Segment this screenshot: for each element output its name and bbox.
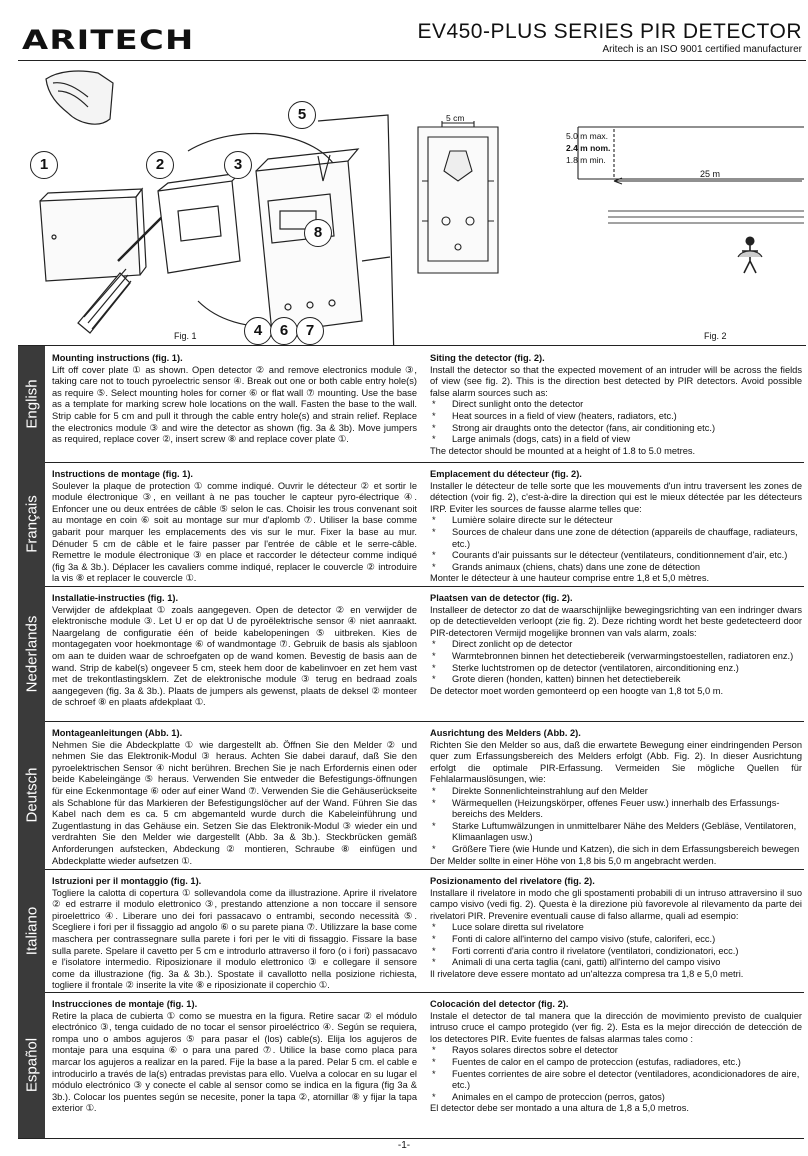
- language-label: Italiano: [23, 906, 40, 955]
- mounting-column: [52, 728, 417, 867]
- siting-intro: Richten Sie den Melder so aus, daß die erwartete Bewegung einer eindringenden Person quer zum Erfassungsbereich des Melders erfolgt (Abb. Fig. 2). In dieser Ausrichtung erfolgt die optimale PIR-Erfassung. Vermeiden Sie mögliche Quellen für Fehlalarmauslösungen, wie:: [430, 739, 802, 785]
- mounting-column: [52, 353, 417, 446]
- false-alarm-source: * Wärmequellen (Heizungskörper, offenes Feuer usw.) innerhalb des Erfassungs-bereichs des Melders.: [430, 798, 802, 821]
- mounting-text: Retire la placa de cubierta ① como se muestra en la figura. Retire sacar ② el módulo electrónico ③, tenga cuidado de no tocar el sensor piroeléctrico ④. Según se requiera, rompa uno o ambos agujeros ⑤ para pasar el (los) cable(s). Elija los agujeros de montaje para una esquina ⑥ o para una pared ⑦. Utilice la base como placa para marcar los agujeros a realizar en la pared. Fije la base a la pared. Pelar 5 cm. el cable e introducirlo a través de la(s) entradas previstas para ello. Vuelva a colocar en su lugar el módulo electrónico ③ y conecte el cable al sensor como se indica en la figura (fig 3a & 3b.). Colocar los puentes según se necesite, poner la tapa ②, atornillar ⑧ y fijar la tapa exterior ①.: [52, 1010, 417, 1114]
- language-label: Español: [23, 1037, 40, 1093]
- siting-column: [430, 353, 802, 457]
- language-label: English: [23, 379, 40, 429]
- figure-2-caption: Fig. 2: [704, 331, 727, 341]
- page-title: EV450-PLUS SERIES PIR DETECTOR: [417, 20, 802, 43]
- siting-intro: Installare il rivelatore in modo che gli spostamenti probabili di un intruso attraversino il suo campo visivo (vedi fig. 2). Questa è la direzione più favorevole al rilevamento da parte dei rivelatori PIR. Prevenire eventuali cause di falso allarme, quali ad esempio:: [430, 887, 802, 921]
- language-label: Français: [23, 495, 40, 553]
- callout-8: 8: [304, 219, 332, 247]
- siting-column: [430, 469, 802, 585]
- false-alarm-source: * Direct zonlicht op de detector: [430, 639, 802, 651]
- siting-height-note: El detector debe ser montado a una altura de 1,8 a 5,0 metros.: [430, 1103, 689, 1114]
- figure-1: [18, 61, 398, 345]
- mounting-text: Lift off cover plate ① as shown. Open detector ② and remove electronics module ③, taking care not to touch pyroelectric sensor ④. Break out one or both cable entry hole(s) as require ⑤. Select mounting holes for corner ⑥ or flat wall ⑦ mounting. Use the base as a template for marking screw hole locations on the wall. Fasten the base to the wall. Strip cable for 5 cm and pull it through the cable entry hole(s) and strain relief. Replace the electronics module ③ and wire the detector as shown (fig. 3a & 3b). Move jumpers as required, replace cover ②, insert screw ⑧ and replace cover plate ①.: [52, 364, 417, 445]
- false-alarm-source: * Heat sources in a field of view (heaters, radiators, etc.): [430, 411, 802, 423]
- mounting-text: Verwijder de afdekplaat ① zoals aangegeven. Open de detector ② en verwijder de elektronische module ③. Let U er op dat U de pyroëlektrische sensor ④ niet aanraakt. Naargelang de configuratie één of beide kabelopeningen ⑤ uitbreken. Kies de montagegaten voor hoekmontage ⑥ of wandmontage ⑦. Gebruik de basis als sjabloon om aan te duiden waar de schroefgaten op de wand komen. Bevestig de basis aan de wand. Strip de kabel(s) ongeveer 5 cm, steek hem door de kabelinvoer en zet hem vast met de trekontlastingsklem. Zet de elektronische module ③ terug en bedraad zoals aangegeven (fig. 3a & 3b.). Plaats de jumpers als gewenst, plaats de deksel ② monteer de schroef ⑧ en plaats afdekplaat ①.: [52, 604, 417, 708]
- siting-diagram: [398, 61, 806, 345]
- brand-logo: ARITECH: [22, 25, 195, 56]
- language-section: [18, 462, 804, 587]
- language-label: Deutsch: [23, 767, 40, 823]
- false-alarm-source: * Größere Tiere (wie Hunde und Katzen), die sich in dem Erfassungsbereich bewegen: [430, 844, 802, 856]
- mounting-column: [52, 999, 417, 1115]
- false-alarm-source: * Grote dieren (honden, katten) binnen het detectiebereik: [430, 674, 802, 686]
- mounting-text: Soulever la plaque de protection ① comme indiqué. Ouvrir le détecteur ② et sortir le module électronique ③, en veillant à ne pas toucher le capteur pyro-électrique ④. Enfoncer une ou deux entrées de câble ⑤ selon le cas. Choisir les trous convenant soit au montage en coin ⑥ soit au montage sur mur d'aplomb ⑦. Utiliser la base comme gabarit pour marquer les emplacements des vis sur le mur. Fixer la base au mur. Dénuder 5 cm de câble et le faire passer par l'entrée de câble et le serre-câble. Remettre le module électronique ③ en place et raccorder le détecteur comme indiqué (fig 3a & 3b.). Déplacer les cavaliers comme indiqué, replacer le couvercle ② introduire la vis ⑧ et replacer le couvercle ①.: [52, 480, 417, 584]
- height-max-label: 5.0 m max.: [566, 131, 609, 141]
- mounting-heading: Istruzioni per il montaggio (fig. 1).: [52, 876, 202, 886]
- figure-2: [398, 61, 806, 345]
- language-tab: [18, 721, 45, 869]
- language-tab: [18, 869, 45, 992]
- siting-column: [430, 876, 802, 980]
- mounting-heading: Mounting instructions (fig. 1).: [52, 353, 183, 363]
- false-alarm-source: * Fuentes corrientes de aire sobre el detector (ventiladores, acondicionadores de aire, etc.): [430, 1069, 802, 1092]
- callout-7: 7: [296, 317, 324, 345]
- siting-intro: Installeer de detector zo dat de waarschijnlijke bewegingsrichting van een indringer dwars op de detectievelden verloopt (zie fig. 2). Deze richting wordt het beste gedetecteerd door PIR-detectoren Vermijd mogelijke bronnen van vals alarm, zoals:: [430, 604, 802, 638]
- spacing-label: 5 cm: [446, 113, 465, 123]
- false-alarm-source: * Fuentes de calor en el campo de proteccion (estufas, radiadores, etc.): [430, 1057, 802, 1069]
- language-section: [18, 586, 804, 722]
- language-label: Nederlands: [23, 615, 40, 692]
- mounting-heading: Instructions de montage (fig. 1).: [52, 469, 194, 479]
- mounting-illustration: [18, 61, 398, 345]
- callout-5: 5: [288, 101, 316, 129]
- page-subtitle: Aritech is an ISO 9001 certified manufacturer: [602, 44, 802, 55]
- height-min-label: 1.8 m min.: [566, 155, 606, 165]
- siting-intro: Install the detector so that the expected movement of an intruder will be across the fields of view (see fig. 2). This is the direction best detected by PIR detectors. Avoid possible false alarm sources such as:: [430, 364, 802, 398]
- siting-column: [430, 999, 802, 1115]
- mounting-heading: Installatie-instructies (fig. 1).: [52, 593, 179, 603]
- false-alarm-source: * Animali di una certa taglia (cani, gatti) all'interno del campo visivo: [430, 957, 802, 969]
- false-alarm-source: * Direkte Sonnenlichteinstrahlung auf den Melder: [430, 786, 802, 798]
- language-section: [18, 992, 804, 1139]
- figures-panel: [18, 60, 806, 346]
- siting-height-note: Il rivelatore deve essere montato ad un'altezza compresa tra 1,8 e 5,0 metri.: [430, 968, 744, 979]
- false-alarm-source: * Warmtebronnen binnen het detectiebereik (verwarmingstoestellen, radiatoren enz.): [430, 651, 802, 663]
- mounting-column: [52, 593, 417, 709]
- false-alarm-source: * Large animals (dogs, cats) in a field of view: [430, 434, 802, 446]
- language-section: [18, 869, 804, 993]
- range-label: 25 m: [700, 169, 721, 179]
- false-alarm-source: * Sources de chaleur dans une zone de détection (appareils de chauffage, radiateurs, etc.): [430, 527, 802, 550]
- page-number: -1-: [397, 1140, 411, 1151]
- mounting-column: [52, 876, 417, 992]
- false-alarm-source: * Direct sunlight onto the detector: [430, 399, 802, 411]
- false-alarm-source: * Sterke luchtstromen op de detector (ventilatoren, airconditioning enz.): [430, 663, 802, 675]
- siting-height-note: Der Melder sollte in einer Höhe von 1,8 bis 5,0 m angebracht werden.: [430, 855, 717, 866]
- false-alarm-source: * Lumière solaire directe sur le détecteur: [430, 515, 802, 527]
- siting-column: [430, 728, 802, 867]
- language-section: [18, 346, 804, 463]
- siting-height-note: Monter le détecteur à une hauteur comprise entre 1,8 et 5,0 mètres.: [430, 573, 710, 584]
- callout-6: 6: [270, 317, 298, 345]
- siting-heading: Ausrichtung des Melders (Abb. 2).: [430, 728, 581, 738]
- false-alarm-list: [430, 786, 802, 856]
- false-alarm-source: * Rayos solares directos sobre el detector: [430, 1045, 802, 1057]
- siting-height-note: The detector should be mounted at a height of 1.8 to 5.0 metres.: [430, 445, 696, 456]
- mounting-text: Togliere la calotta di copertura ① sollevandola come da illustrazione. Aprire il rivelatore ② ed estrarre il modulo elettronico ③, prestando attenzione a non toccare il sensore piroelettrico ④. Liberare uno dei fori passacavo o entrambi, secondo necessità ⑤. Scegliere i fori per il fissaggio ad angolo ⑥ o su parete piana ⑦. Utilizzare la base come maschera per contrassegnare sulla parete i fori per le viti di fissaggio. Fissare la base sulla parete. Spelare il cavetto per 5 cm e introdurlo attraverso il foro (o i fori) passacavo e l'isolatore intermedio. Riposizionare il modulo elettronico ③ e collegare il sensore come da illustrazione (fig. 3a & 3b.). Spostate il cavallotto nella posizione richiesta, togliere il frontale ② inserite la vite ⑧ e riposizionate il coperchio ①.: [52, 887, 417, 991]
- false-alarm-source: * Forti correnti d'aria contro il rivelatore (ventilatori, condizionatori, ecc.): [430, 946, 802, 958]
- false-alarm-source: * Starke Luftumwälzungen in unmittelbarer Nähe des Melders (Gebläse, Ventilatoren, Klimaanlagen usw.): [430, 821, 802, 844]
- page-header: [0, 0, 808, 60]
- height-nom-label: 2.4 m nom.: [566, 143, 611, 153]
- false-alarm-list: [430, 515, 802, 573]
- false-alarm-list: [430, 1045, 802, 1103]
- false-alarm-source: * Grands animaux (chiens, chats) dans une zone de détection: [430, 562, 802, 574]
- siting-heading: Posizionamento del rivelatore (fig. 2).: [430, 876, 595, 886]
- false-alarm-source: * Fonti di calore all'interno del campo visivo (stufe, caloriferi, ecc.): [430, 934, 802, 946]
- mounting-heading: Instrucciones de montaje (fig. 1).: [52, 999, 198, 1009]
- siting-heading: Emplacement du détecteur (fig. 2).: [430, 469, 582, 479]
- language-tab: [18, 346, 45, 462]
- false-alarm-source: * Courants d'air puissants sur le détecteur (ventilateurs, conditionnement d'air, etc.): [430, 550, 802, 562]
- siting-heading: Colocación del detector (fig. 2).: [430, 999, 569, 1009]
- language-tab: [18, 992, 45, 1138]
- callout-3: 3: [224, 151, 252, 179]
- language-tab: [18, 462, 45, 586]
- false-alarm-list: [430, 399, 802, 445]
- mounting-column: [52, 469, 417, 585]
- siting-heading: Plaatsen van de detector (fig. 2).: [430, 593, 573, 603]
- mounting-text: Nehmen Sie die Abdeckplatte ① wie dargestellt ab. Öffnen Sie den Melder ② und nehmen Sie das Elektronik-Modul ③ heraus. Achten Sie dabei darauf, daß Sie den pyroelektrischen Sensor ④ nicht berühren. Brechen Sie je nach Erfordernis einen oder beide Kabeleingänge ⑤ heraus. Verwenden Sie entweder die Befestigungs-öffnungen für eine Eckenmontage ⑥ oder auf einer Wand ⑦. Verwenden Sie die Gehäuserückseite als Schablone für das Markieren der Befestigungslöcher auf der Wand. Führen Sie das Kabel nach dem es ca. 5 cm abgemanteld wurde durch die Kabeleinführung und Zugentlastung in das Gehäuse ein. Setzen Sie das Elektronik-Modul ③ wieder ein und verdrahten Sie den Melder wie dargestellt (Abb. 3a & 3b.). Steckbrücken gemäß Anforderungen aufstecken, Abdeckung ② montieren, Schraube ⑧ einfügen und Abdeckplatte wieder aufsetzen ①.: [52, 739, 417, 866]
- language-tab: [18, 586, 45, 721]
- callout-4: 4: [244, 317, 272, 345]
- siting-intro: Installer le détecteur de telle sorte que les mouvements d'un intru traversent les zones de détection (voir fig. 2), c'est-à-dire la direction qui est le mieux détectée par les détecteurs IRP. Eviter les sources de fausse alarme telles que:: [430, 480, 802, 514]
- false-alarm-source: * Strong air draughts onto the detector (fans, air conditioning etc.): [430, 423, 802, 435]
- siting-heading: Siting the detector (fig. 2).: [430, 353, 545, 363]
- false-alarm-source: * Animales en el campo de proteccion (perros, gatos): [430, 1092, 802, 1104]
- siting-column: [430, 593, 802, 697]
- callout-1: 1: [30, 151, 58, 179]
- callout-2: 2: [146, 151, 174, 179]
- language-section: [18, 721, 804, 870]
- figure-1-caption: Fig. 1: [174, 331, 197, 341]
- false-alarm-list: [430, 639, 802, 685]
- siting-intro: Instale el detector de tal manera que la dirección de movimiento previsto de cualquier intruso cruce el campo protegido (ver fig. 2). Esta es la mejor dirección de detección de los detectores PIR. Evite fuentes de falsas alarmas tales como :: [430, 1010, 802, 1044]
- siting-height-note: De detector moet worden gemonteerd op een hoogte van 1,8 tot 5,0 m.: [430, 685, 724, 696]
- false-alarm-source: * Luce solare diretta sul rivelatore: [430, 922, 802, 934]
- false-alarm-list: [430, 922, 802, 968]
- mounting-heading: Montageanleitungen (Abb. 1).: [52, 728, 183, 738]
